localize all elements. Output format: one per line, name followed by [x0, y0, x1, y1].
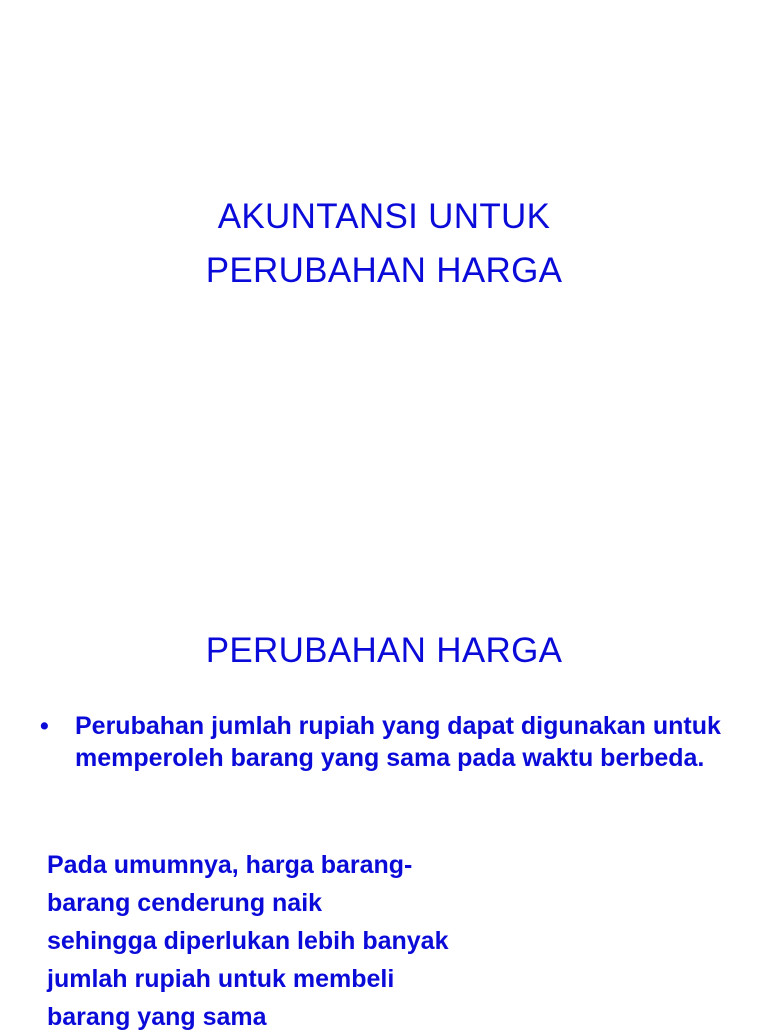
- bullet-text: Perubahan jumlah rupiah yang dapat digunakan untuk memperoleh barang yang sama pada waktu berbeda.: [75, 712, 721, 772]
- bullet-dot-icon: •: [40, 712, 49, 740]
- paragraph-line: jumlah rupiah untuk membeli: [47, 965, 395, 993]
- paragraph-line: sehingga diperlukan lebih banyak: [47, 927, 449, 955]
- paragraph-line: barang cenderung naik: [47, 889, 323, 917]
- bullet-item: [40, 710, 740, 774]
- slide-2: [0, 576, 768, 1031]
- slide-1-title-line-2: PERUBAHAN HARGA: [205, 251, 563, 290]
- paragraph-line: barang yang sama: [47, 1003, 267, 1031]
- paragraph-line: Pada umumnya, harga barang-: [47, 851, 413, 879]
- slide-2-title: PERUBAHAN HARGA: [205, 631, 563, 670]
- bullet-list: [40, 710, 740, 774]
- slide-1-title-line-1: AKUNTANSI UNTUK: [217, 197, 551, 236]
- body-paragraph: [47, 846, 747, 1036]
- slide-1-title: [0, 190, 768, 298]
